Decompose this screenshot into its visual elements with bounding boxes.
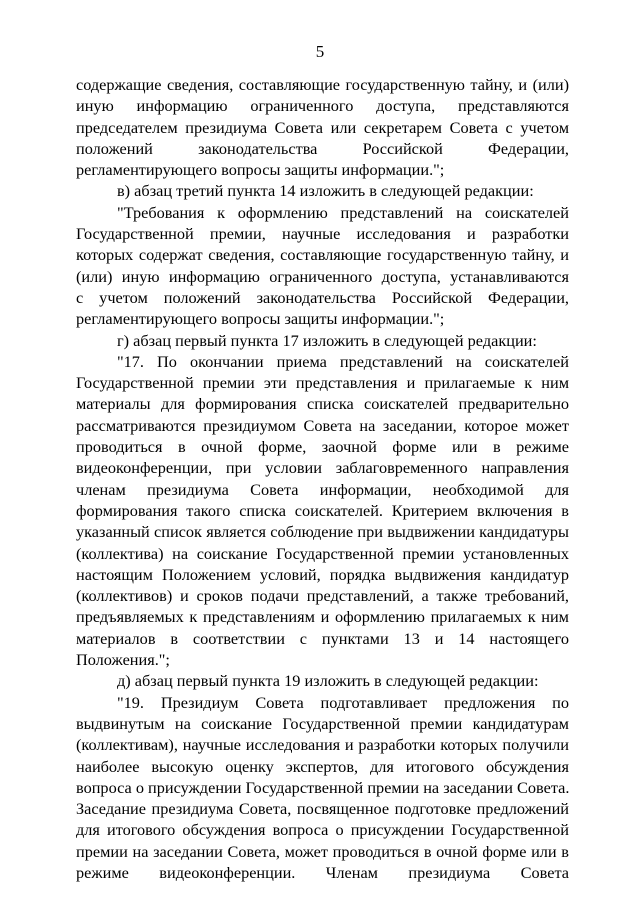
text-line: положений законодательства Российской Федерации, — [76, 138, 569, 158]
text-line: режиме видеоконференции. Членам президиума Совета — [76, 862, 569, 882]
text-line: "17. По окончании приема представлений на соискателей — [117, 351, 569, 371]
text-line: видеоконференции, при условии заблаговременного направления — [76, 458, 569, 478]
text-line: формирования такого списка соискателей. Критерием включения в — [76, 500, 569, 520]
text-line: для итогового обсуждения вопроса о присуждении Государственной — [76, 820, 569, 840]
text-line: председателем президиума Совета или секретарем Совета с учетом — [76, 117, 569, 137]
text-line: материалы для формирования списка соискателей предварительно — [76, 394, 569, 414]
text-line: "19. Президиум Совета подготавливает предложения по — [117, 692, 569, 712]
document-body-text — [76, 74, 569, 883]
text-line: регламентирующего вопросы защиты информации."; — [76, 160, 445, 180]
text-line: регламентирующего вопросы защиты информации."; — [76, 309, 445, 329]
page-number: 5 — [315, 42, 325, 61]
text-line: иную информацию ограниченного доступа, представляются — [76, 96, 569, 116]
text-line: настоящим Положением условий, порядка выдвижения кандидатур — [76, 564, 569, 584]
text-line: указанный список является соблюдение при выдвижении кандидатуры — [76, 522, 569, 542]
text-line: Положения."; — [76, 650, 170, 670]
text-line: (коллективам), научные исследования и разработки которых получили — [76, 735, 569, 755]
text-line: д) абзац первый пункта 19 изложить в следующей редакции: — [117, 671, 539, 691]
text-line: рассматриваются президиумом Совета на заседании, которое может — [76, 415, 569, 435]
text-line: в) абзац третий пункта 14 изложить в следующей редакции: — [117, 181, 534, 201]
text-line: "Требования к оформлению представлений на соискателей — [117, 202, 569, 222]
text-line: Государственной премии, научные исследования и разработки — [76, 224, 569, 244]
text-line: членам президиума Совета информации, необходимой для — [76, 479, 569, 499]
text-line: (коллективов) и сроков подачи представлений, а также требований, — [76, 586, 569, 606]
text-line: премии на заседании Совета, может проводиться в очной форме или в — [76, 841, 569, 861]
text-line: вопроса о присуждении Государственной премии на заседании Совета. — [76, 777, 569, 797]
text-line: Государственной премии эти представления и прилагаемые к ним — [76, 373, 569, 393]
text-line: Заседание президиума Совета, посвященное подготовке предложений — [76, 799, 569, 819]
text-line: содержащие сведения, составляющие государственную тайну, и (или) — [76, 75, 569, 94]
text-line: которых содержат сведения, составляющие государственную тайну, и — [76, 245, 569, 265]
text-line: предъявляемых к представлениям и оформлению прилагаемых к ним — [76, 607, 569, 627]
text-line: проводиться в очной форме, заочной форме или в режиме — [76, 437, 569, 457]
text-line: выдвинутым на соискание Государственной премии кандидатурам — [76, 713, 569, 733]
text-line: (коллектива) на соискание Государственной премии установленных — [76, 543, 569, 563]
text-line: материалов в соответствии с пунктами 13 и 14 настоящего — [76, 628, 569, 648]
text-line: г) абзац первый пункта 17 изложить в следующей редакции: — [117, 330, 537, 350]
text-line: (или) иную информацию ограниченного доступа, устанавливаются — [76, 266, 569, 286]
text-line: с учетом положений законодательства Российской Федерации, — [76, 287, 569, 307]
text-line: наиболее высокую оценку экспертов, для итогового обсуждения — [76, 756, 569, 776]
